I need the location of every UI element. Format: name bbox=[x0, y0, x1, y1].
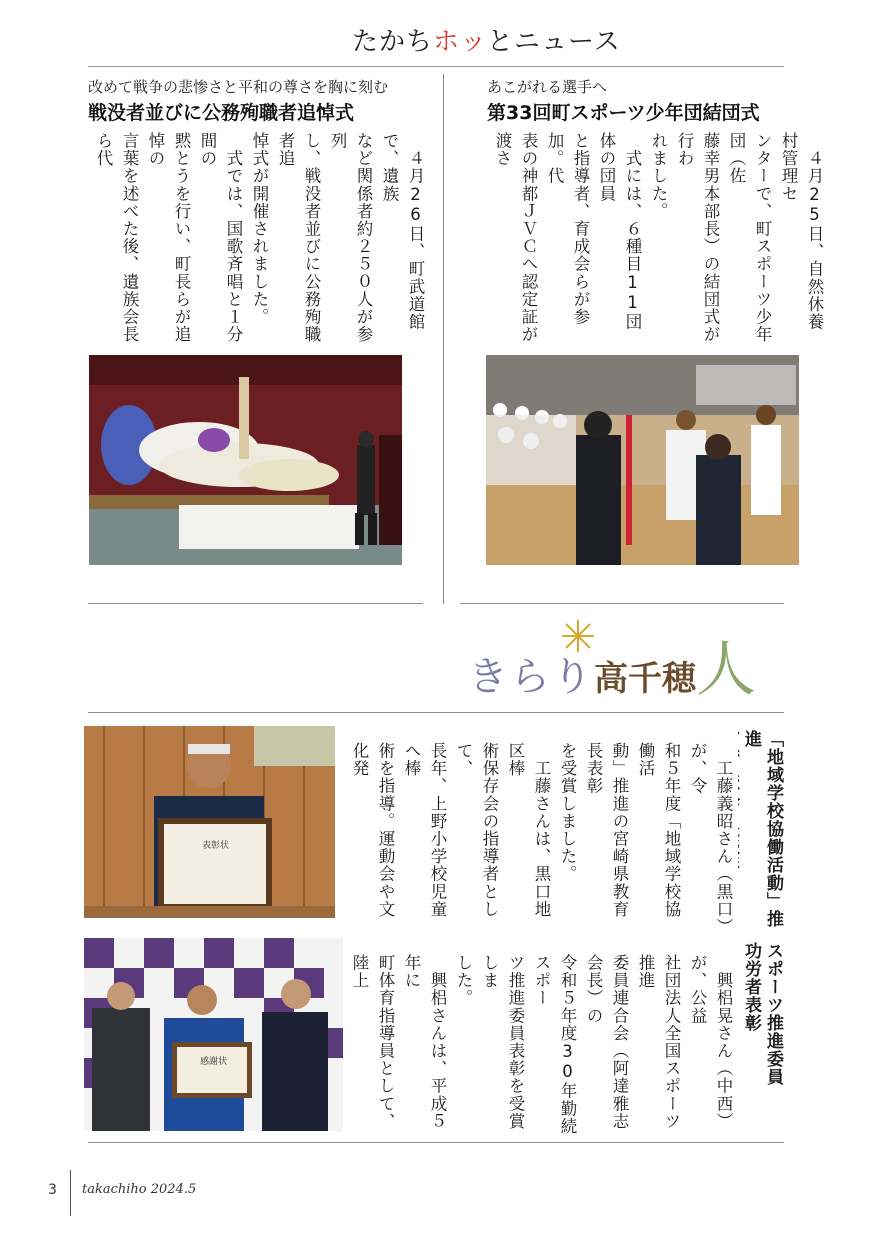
footer-issue: takachiho 2024.5 bbox=[82, 1182, 197, 1197]
award2-heading-line: 功労者表彰 bbox=[741, 942, 761, 1032]
header-title-part: とニュース bbox=[487, 27, 621, 57]
kirari-logo-text: きらり bbox=[468, 654, 594, 700]
award1-body: 工藤義昭さん（黒口）が、令 和５年度「地域学校協働活 動」推進の宮崎県教育長表彰 を受賞しました。 工藤さんは、黒口地区棒 術保存会の指導者として、 長年、上野小学校児童へ棒 術を指導。運動会や文化発 bbox=[350, 742, 733, 928]
page-number: 3 bbox=[48, 1182, 57, 1198]
kudo-award-photo bbox=[84, 726, 335, 918]
certificate-label: 感謝状 bbox=[200, 1057, 228, 1067]
kirari-rule bbox=[88, 712, 784, 713]
header-title-hot: ホッ bbox=[433, 27, 488, 57]
section-rule-left bbox=[88, 603, 423, 604]
article2-body: ４月25日、自然休養村管理セ ンターで、町スポーツ少年団（佐 藤幸男本部長）の結団式が行わ れました。 式には、６種目11団体の団員 と指導者、育成会らが参加。代 表の神都ＪＶＣへ認定証が渡さ bbox=[493, 132, 824, 344]
article2-subtitle: あこがれる選手へ bbox=[487, 78, 608, 96]
award1-heading bbox=[738, 730, 784, 930]
page-header-title bbox=[352, 22, 622, 62]
certificate-label: 表彰状 bbox=[202, 841, 230, 851]
column-divider bbox=[443, 74, 444, 604]
bottom-rule bbox=[88, 1142, 784, 1143]
sports-ceremony-photo bbox=[486, 355, 799, 565]
award2-heading bbox=[738, 942, 784, 1142]
korogi-award-photo bbox=[84, 938, 343, 1131]
kirari-takachiho-logo bbox=[468, 622, 798, 705]
award1-heading-line bbox=[738, 730, 739, 874]
award2-body: 興梠晃さん（中西）が、公益 社団法人全国スポーツ推進 委員連合会（阿達雅志会長）の 令和５年度30年勤続スポー ツ推進委員表彰を受賞しま した。 興梠さんは、平成５年に 町体育指導員として、陸上 bbox=[350, 954, 733, 1135]
award1-heading-line: 「地域学校協働活動」推進 bbox=[741, 730, 783, 928]
header-title-part: たかち bbox=[352, 27, 434, 57]
article1-subtitle: 改めて戦争の悲惨さと平和の尊さを胸に刻む bbox=[88, 78, 389, 96]
memorial-photo bbox=[89, 355, 402, 565]
footer-divider bbox=[70, 1170, 71, 1216]
award2-heading-line: スポーツ推進委員 bbox=[763, 942, 783, 1086]
article2-title: 第33回町スポーツ少年団結団式 bbox=[487, 102, 760, 124]
kirari-logo-text: 人 bbox=[696, 635, 756, 705]
section-rule-right bbox=[460, 603, 784, 604]
sparkle-icon bbox=[560, 618, 596, 654]
article1-title: 戦没者並びに公務殉職者追悼式 bbox=[88, 102, 355, 124]
article1-body: ４月26日、町武道館で、遺族 など関係者約２５０人が参列 し、戦没者並びに公務殉職者追 悼式が開催されました。 式では、国歌斉唱と１分間の 黙とうを行い、町長らが追悼の 言葉を述べた後、遺族会長ら代 bbox=[94, 132, 425, 344]
header-divider bbox=[88, 66, 784, 67]
kirari-logo-text: 高千穂 bbox=[594, 659, 696, 699]
